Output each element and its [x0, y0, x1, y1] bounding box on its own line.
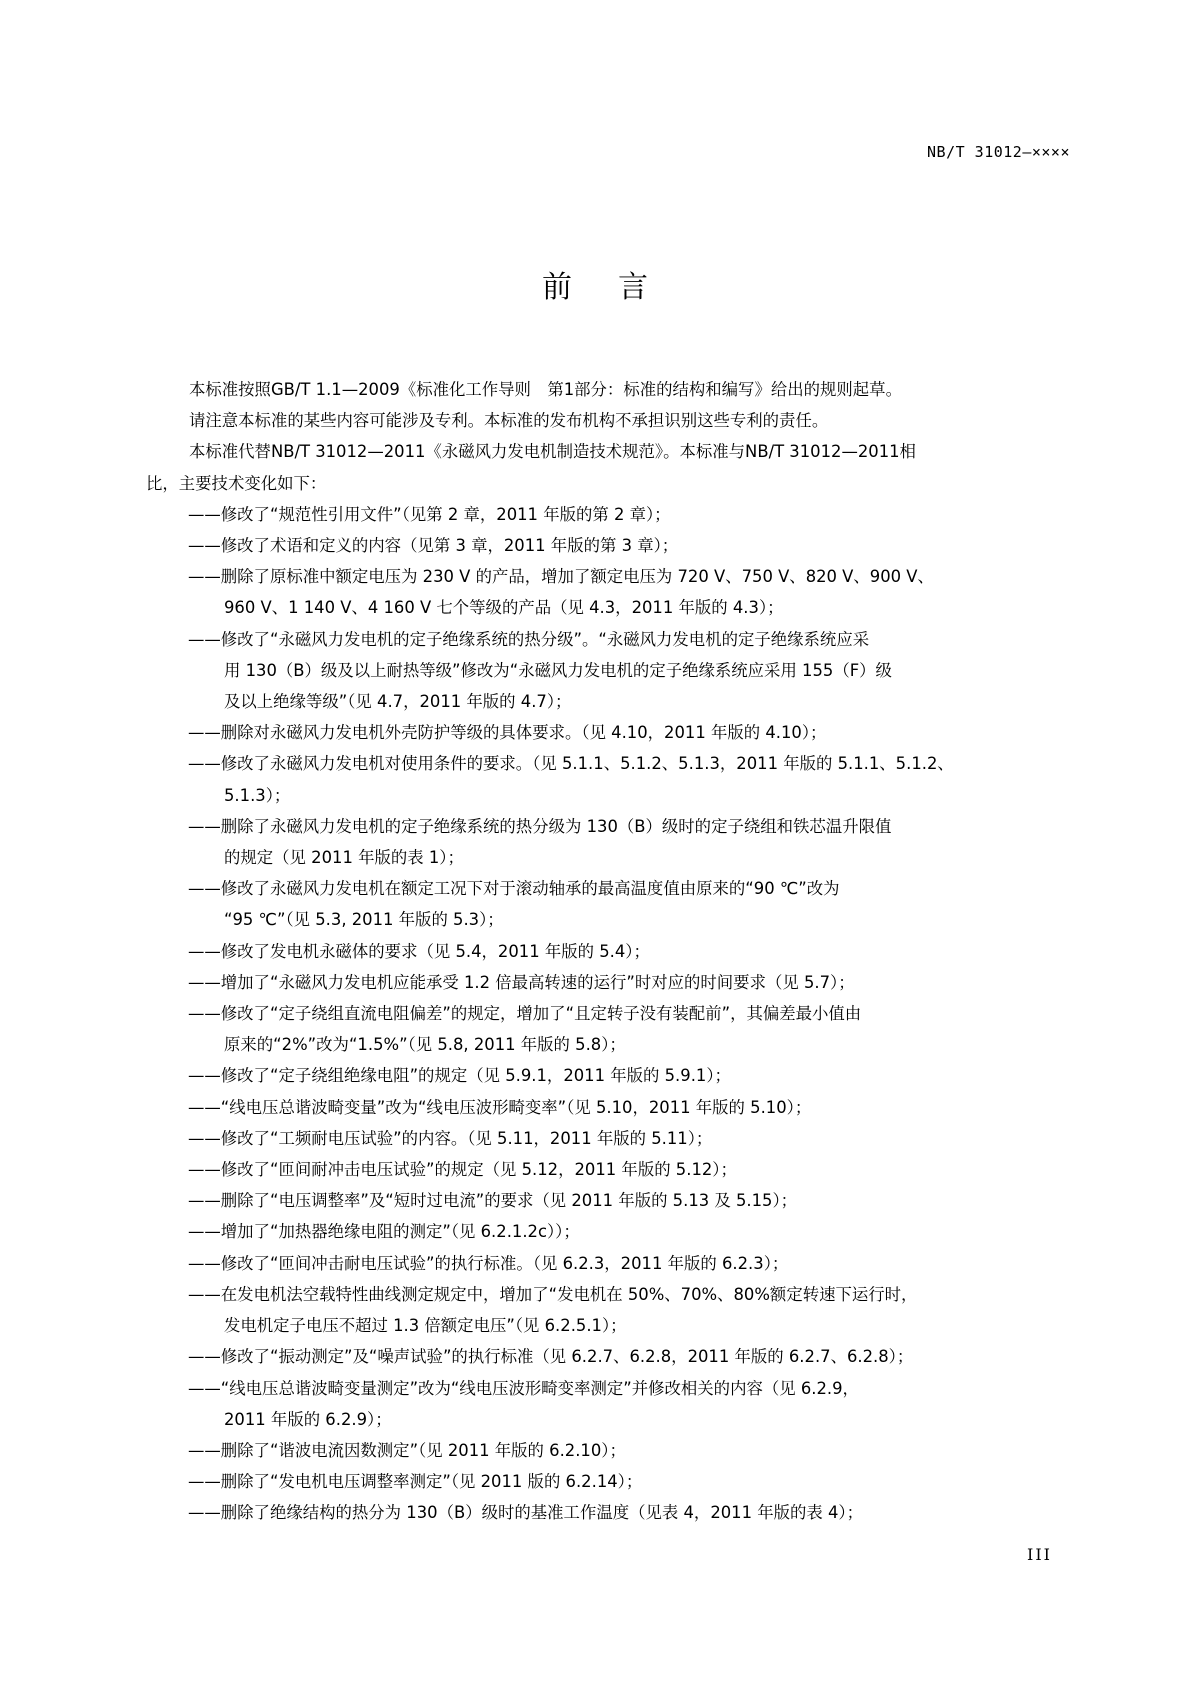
page-number: III	[1027, 1545, 1052, 1564]
change-item-text: ——修改了“规范性引用文件”（见第 2 章，2011 年版的第 2 章）；	[188, 504, 671, 524]
change-item	[146, 561, 1070, 623]
change-item-text: ——删除了“电压调整率”及“短时过电流”的要求（见 2011 年版的 5.13 及 5.15）；	[188, 1191, 798, 1211]
change-item	[146, 717, 1070, 748]
change-item	[146, 1341, 1070, 1372]
change-item-text: ——修改了永磁风力发电机对使用条件的要求。（见 5.1.1、5.1.2、5.1.3，2011 年版的 5.1.1、5.1.2、	[188, 754, 954, 774]
change-item-continuation: 发电机定子电压不超过 1.3 倍额定电压”（见 6.2.5.1）；	[224, 1316, 627, 1336]
changes-list	[146, 499, 1070, 1529]
change-item	[146, 530, 1070, 561]
change-item	[146, 998, 1070, 1060]
change-item-text: ——修改了“匝间耐冲击电压试验”的规定（见 5.12，2011 年版的 5.12）；	[188, 1160, 737, 1180]
change-item	[146, 811, 1070, 873]
change-item-text: ——修改了“永磁风力发电机的定子绝缘系统的热分级”。“永磁风力发电机的定子绝缘系统应采	[188, 629, 870, 649]
change-item-continuation: 及以上绝缘等级”（见 4.7，2011 年版的 4.7）；	[224, 692, 572, 712]
change-item-continuation: 2011 年版的 6.2.9）；	[224, 1409, 392, 1429]
change-item-text: ——“线电压总谐波畸变量测定”改为“线电压波形畸变率测定”并修改相关的内容（见 6.2.9，	[188, 1378, 859, 1398]
change-item-text: ——增加了“加热器绝缘电阻的测定”（见 6.2.1.2c））；	[188, 1222, 580, 1242]
change-item	[146, 1279, 1070, 1341]
change-item-text: ——删除了“发电机电压调整率测定”（见 2011 版的 6.2.14）；	[188, 1472, 643, 1492]
standard-code: NB/T 31012—××××	[927, 143, 1070, 161]
change-item-text: ——在发电机法空载特性曲线测定规定中，增加了“发电机在 50%、70%、80%额定转速下运行时，	[188, 1284, 918, 1304]
change-item-text: ——修改了永磁风力发电机在额定工况下对于滚动轴承的最高温度值由原来的“90 ℃”改为	[188, 879, 840, 899]
change-item-text: ——删除了永磁风力发电机的定子绝缘系统的热分级为 130（B）级时的定子绕组和铁芯温升限值	[188, 816, 892, 836]
change-item	[146, 1123, 1070, 1154]
change-item-text: ——修改了“定子绕组绝缘电阻”的规定（见 5.9.1，2011 年版的 5.9.1）；	[188, 1066, 731, 1086]
change-item	[146, 499, 1070, 530]
change-item-text: ——删除了“谐波电流因数测定”（见 2011 年版的 6.2.10）；	[188, 1440, 626, 1460]
change-item	[146, 624, 1070, 718]
paragraph-patent-notice: 请注意本标准的某些内容可能涉及专利。本标准的发布机构不承担识别这些专利的责任。	[189, 411, 829, 431]
change-item-continuation: 用 130（B）级及以上耐热等级”修改为“永磁风力发电机的定子绝缘系统应采用 155（F）级	[224, 660, 892, 680]
change-item-continuation: 的规定（见 2011 年版的表 1）；	[224, 848, 464, 868]
change-item	[146, 1466, 1070, 1497]
change-item	[146, 1497, 1070, 1528]
change-item	[146, 1154, 1070, 1185]
change-item-text: ——修改了发电机永磁体的要求（见 5.4，2011 年版的 5.4）；	[188, 941, 650, 961]
paragraph-replacement-line1: 本标准代替NB/T 31012—2011《永磁风力发电机制造技术规范》。本标准与NB/T 31012—2011相	[189, 442, 916, 462]
change-item-text: ——增加了“永磁风力发电机应能承受 1.2 倍最高转速的运行”时对应的时间要求（见 5.7）；	[188, 972, 855, 992]
change-item	[146, 1435, 1070, 1466]
change-item	[146, 1092, 1070, 1123]
change-item-text: ——修改了“匝间冲击耐电压试验”的执行标准。（见 6.2.3，2011 年版的 6.2.3）；	[188, 1253, 789, 1273]
change-item	[146, 1216, 1070, 1247]
change-item-text: ——删除对永磁风力发电机外壳防护等级的具体要求。（见 4.10，2011 年版的 4.10）；	[188, 723, 827, 743]
change-item-text: ——修改了“工频耐电压试验”的内容。（见 5.11，2011 年版的 5.11）；	[188, 1128, 713, 1148]
change-item-text: ——删除了原标准中额定电压为 230 V 的产品，增加了额定电压为 720 V、750 V、820 V、900 V、	[188, 567, 934, 587]
change-item-continuation: 原来的“2%”改为“1.5%”（见 5.8, 2011 年版的 5.8）；	[224, 1035, 626, 1055]
change-item	[146, 1373, 1070, 1435]
change-item	[146, 1060, 1070, 1091]
paragraph-replacement-line2: 比，主要技术变化如下：	[146, 473, 327, 493]
change-item-continuation: “95 ℃”（见 5.3, 2011 年版的 5.3）；	[224, 910, 504, 930]
change-item-continuation: 5.1.3）；	[224, 785, 291, 805]
change-item-continuation: 960 V、1 140 V、4 160 V 七个等级的产品（见 4.3，2011 年版的 4.3）；	[224, 598, 784, 618]
change-item	[146, 1185, 1070, 1216]
page-title: 前言	[542, 270, 694, 305]
paragraph-drafting-rule: 本标准按照GB/T 1.1—2009《标准化工作导则 第1部分：标准的结构和编写》给出的规则起草。	[189, 380, 902, 399]
change-item-text: ——修改了“定子绕组直流电阻偏差”的规定，增加了“且定转子没有装配前”，其偏差最小值由	[188, 1004, 862, 1024]
change-item	[146, 1248, 1070, 1279]
change-item-text: ——“线电压总谐波畸变量”改为“线电压波形畸变率”（见 5.10，2011 年版的 5.10）；	[188, 1097, 812, 1117]
change-item	[146, 748, 1070, 810]
change-item	[146, 873, 1070, 935]
change-item-text: ——删除了绝缘结构的热分为 130（B）级时的基准工作温度（见表 4，2011 年版的表 4）；	[188, 1503, 864, 1523]
change-item	[146, 967, 1070, 998]
change-item-text: ——修改了“振动测定”及“噪声试验”的执行标准（见 6.2.7、6.2.8，2011 年版的 6.2.7、6.2.8）；	[188, 1347, 914, 1367]
change-item	[146, 936, 1070, 967]
document-body	[146, 374, 1070, 1529]
change-item-text: ——修改了术语和定义的内容（见第 3 章，2011 年版的第 3 章）；	[188, 536, 679, 556]
